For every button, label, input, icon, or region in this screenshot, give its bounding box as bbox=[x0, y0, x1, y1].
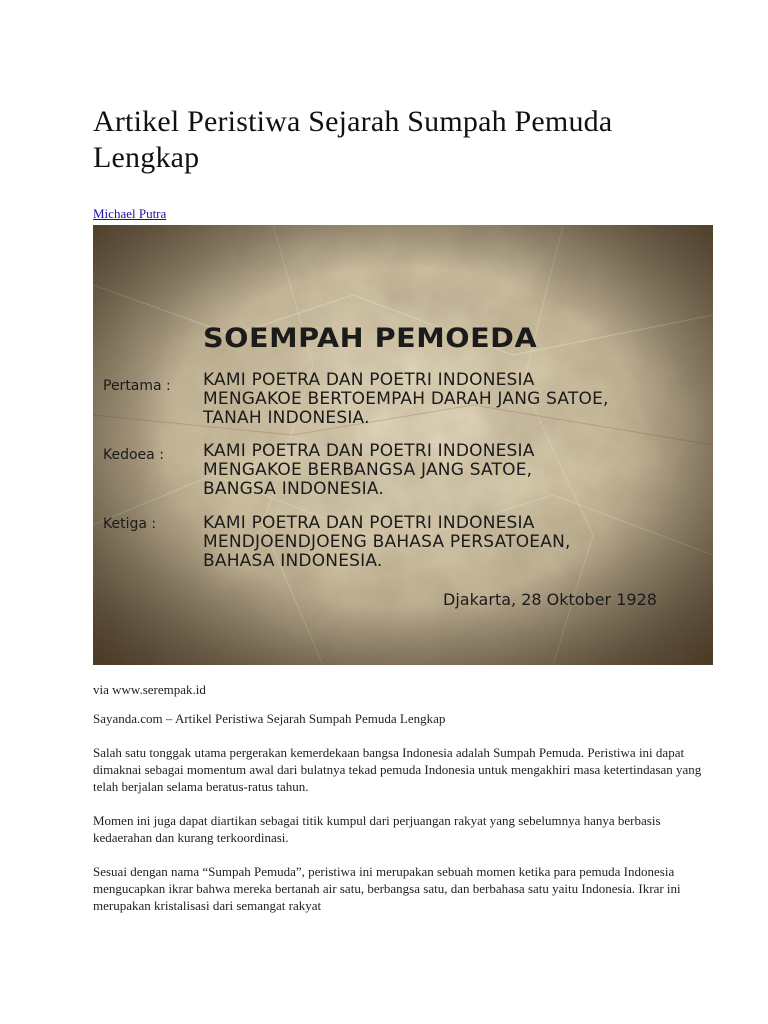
item-line: KAMI POETRA DAN POETRI INDONESIA bbox=[203, 513, 535, 532]
item-label: Ketiga : bbox=[103, 516, 157, 532]
image-caption: via www.serempak.id bbox=[93, 682, 206, 697]
lead-paragraph: Sayanda.com – Artikel Peristiwa Sejarah Sumpah Pemuda Lengkap bbox=[93, 711, 446, 726]
body-paragraph: Sesuai dengan nama “Sumpah Pemuda”, peristiwa ini merupakan sebuah momen ketika para pemuda Indonesia mengucapkan ikrar bahwa mereka bertanah air satu, berbangsa satu, dan berbahasa satu yaitu Indonesia. Ikrar ini merupakan kristalisasi dari semangat rakyat bbox=[93, 864, 681, 913]
body-paragraph: Momen ini juga dapat diartikan sebagai titik kumpul dari perjuangan rakyat yang sebelumnya hanya berbasis kedaerahan dan kurang terkoordinasi. bbox=[93, 813, 661, 845]
article-page bbox=[93, 104, 713, 914]
image-date: Djakarta, 28 Oktober 1928 bbox=[443, 590, 657, 609]
item-line: BAHASA INDONESIA. bbox=[203, 551, 383, 570]
item-line: BANGSA INDONESIA. bbox=[203, 479, 384, 498]
image-heading: SOEMPAH PEMOEDA bbox=[203, 323, 538, 354]
item-line: MENGAKOE BERBANGSA JANG SATOE, bbox=[203, 460, 533, 479]
body-paragraph: Salah satu tonggak utama pergerakan kemerdekaan bangsa Indonesia adalah Sumpah Pemuda. Peristiwa ini dapat dimaknai sebagai momentum awal dari bulatnya tekad pemuda Indonesia untuk mengakhiri masa ketertindasan yang telah berjalan selama beratus-ratus tahun. bbox=[93, 745, 702, 794]
item-label: Pertama : bbox=[103, 378, 171, 394]
article-title: Artikel Peristiwa Sejarah Sumpah Pemuda Lengkap bbox=[93, 105, 613, 174]
item-line: KAMI POETRA DAN POETRI INDONESIA bbox=[203, 441, 535, 460]
item-line: MENGAKOE BERTOEMPAH DARAH JANG SATOE, bbox=[203, 389, 609, 408]
item-line: KAMI POETRA DAN POETRI INDONESIA bbox=[203, 370, 535, 389]
sumpah-pemuda-image bbox=[93, 225, 713, 665]
item-label: Kedoea : bbox=[103, 447, 164, 463]
item-line: TANAH INDONESIA. bbox=[203, 408, 370, 427]
author-link[interactable]: Michael Putra bbox=[93, 206, 167, 221]
item-line: MENDJOENDJOENG BAHASA PERSATOEAN, bbox=[203, 532, 571, 551]
